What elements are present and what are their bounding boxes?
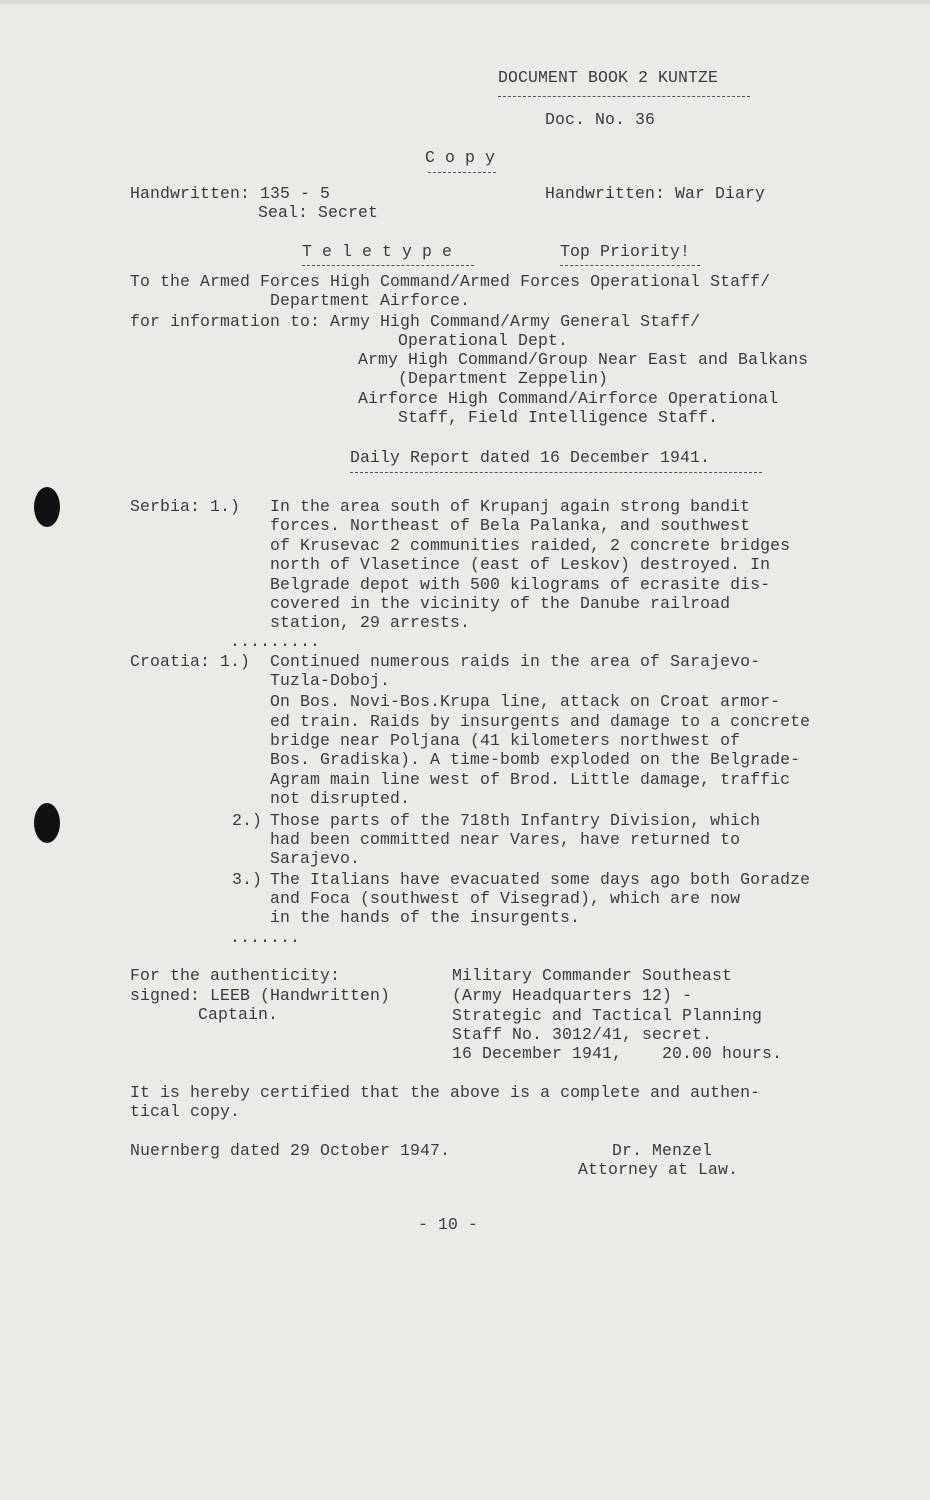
copy-heading: C o p y (425, 148, 496, 167)
info-line-5: Airforce High Command/Airforce Operational (358, 389, 779, 408)
authenticity-left-3: Captain. (198, 1005, 279, 1024)
handwritten-right: Handwritten: War Diary (545, 184, 766, 203)
croatia-label: Croatia: 1.) (130, 652, 251, 671)
report-title: Daily Report dated 16 December 1941. (350, 448, 711, 467)
scan-edge (0, 0, 930, 4)
priority-underline (560, 265, 700, 266)
seal-line: Seal: Secret (258, 203, 379, 222)
croatia-item2-line: Those parts of the 718th Infantry Division, which (270, 811, 761, 830)
croatia-item1-line: not disrupted. (270, 789, 411, 808)
certification-line-2: tical copy. (130, 1102, 241, 1121)
croatia-item3-line: in the hands of the insurgents. (270, 908, 581, 927)
info-line-6: Staff, Field Intelligence Staff. (398, 408, 719, 427)
serbia-line: covered in the vicinity of the Danube railroad (270, 594, 731, 613)
info-line-3: Army High Command/Group Near East and Balkans (358, 350, 809, 369)
croatia-item2-line: had been committed near Vares, have returned to (270, 830, 741, 849)
croatia-item3-number: 3.) (232, 870, 263, 889)
croatia-item1-line: Agram main line west of Brod. Little damage, traffic (270, 770, 791, 789)
document-book-title: DOCUMENT BOOK 2 KUNTZE (498, 68, 719, 87)
croatia-item1-line: Bos. Gradiska). A time-bomb exploded on the Belgrade- (270, 750, 801, 769)
croatia-item1-line: bridge near Poljana (41 kilometers northwest of (270, 731, 741, 750)
authenticity-left-2: signed: LEEB (Handwritten) (130, 986, 391, 1005)
teletype-label: T e l e t y p e (302, 242, 453, 261)
croatia-item3-line: The Italians have evacuated some days ago both Goradze (270, 870, 811, 889)
croatia-item1-line: Tuzla-Doboj. (270, 671, 391, 690)
info-line-2: Operational Dept. (398, 331, 569, 350)
certification-line-1: It is hereby certified that the above is a complete and authen- (130, 1083, 761, 1102)
place-date: Nuernberg dated 29 October 1947. (130, 1141, 451, 1160)
croatia-item2-line: Sarajevo. (270, 849, 361, 868)
authenticity-right-3: Strategic and Tactical Planning (452, 1006, 763, 1025)
serbia-line: of Krusevac 2 communities raided, 2 concrete bridges (270, 536, 791, 555)
doc-number: Doc. No. 36 (545, 110, 656, 129)
croatia-item1-line: Continued numerous raids in the area of Sarajevo- (270, 652, 761, 671)
teletype-underline (302, 265, 474, 266)
priority-label: Top Priority! (560, 242, 691, 261)
serbia-line: north of Vlasetince (east of Leskov) destroyed. In (270, 555, 771, 574)
punch-hole-top (34, 487, 60, 527)
authenticity-right-4: Staff No. 3012/41, secret. (452, 1025, 713, 1044)
to-line-2: Department Airforce. (270, 291, 471, 310)
serbia-line: forces. Northeast of Bela Palanka, and southwest (270, 516, 751, 535)
croatia-item2-number: 2.) (232, 811, 263, 830)
serbia-label: Serbia: 1.) (130, 497, 241, 516)
punch-hole-bottom (34, 803, 60, 843)
serbia-line: In the area south of Krupanj again strong bandit (270, 497, 751, 516)
to-line-1: To the Armed Forces High Command/Armed Forces Operational Staff/ (130, 272, 771, 291)
croatia-item3-line: and Foca (southwest of Visegrad), which are now (270, 889, 741, 908)
authenticity-left-1: For the authenticity: (130, 966, 341, 985)
croatia-item1-line: On Bos. Novi-Bos.Krupa line, attack on Croat armor- (270, 692, 781, 711)
serbia-line: Belgrade depot with 500 kilograms of ecrasite dis- (270, 575, 771, 594)
info-line-1: for information to: Army High Command/Army General Staff/ (130, 312, 701, 331)
serbia-dots: ......... (230, 632, 321, 651)
document-book-underline (498, 96, 750, 97)
authenticity-right-1: Military Commander Southeast (452, 966, 733, 985)
copy-underline (428, 172, 496, 173)
authenticity-right-5: 16 December 1941, 20.00 hours. (452, 1044, 783, 1063)
croatia-item1-line: ed train. Raids by insurgents and damage to a concrete (270, 712, 811, 731)
croatia-dots: ....... (230, 928, 301, 947)
handwritten-left: Handwritten: 135 - 5 (130, 184, 331, 203)
serbia-line: station, 29 arrests. (270, 613, 471, 632)
report-title-underline (350, 472, 762, 473)
info-line-4: (Department Zeppelin) (398, 369, 609, 388)
page-number: - 10 - (418, 1215, 479, 1234)
authenticity-right-2: (Army Headquarters 12) - (452, 986, 693, 1005)
signatory-name: Dr. Menzel (612, 1141, 713, 1160)
signatory-title: Attorney at Law. (578, 1160, 739, 1179)
